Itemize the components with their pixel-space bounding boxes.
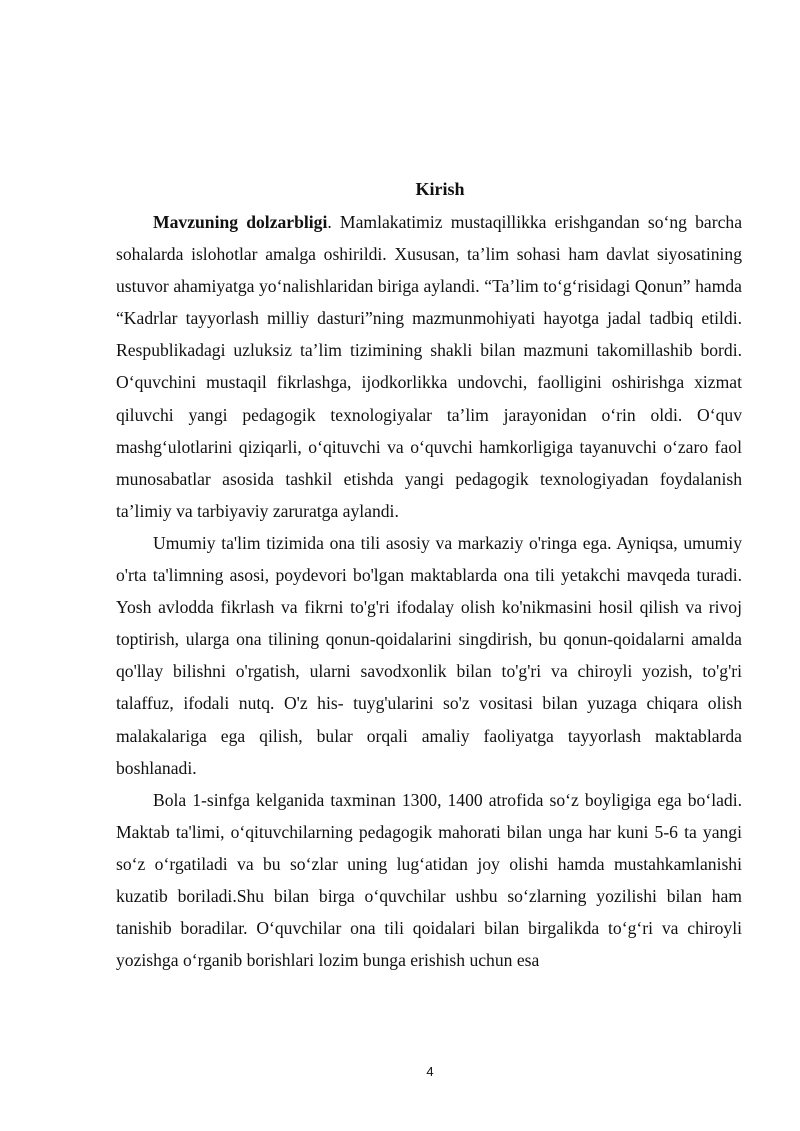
section-heading: Kirish — [415, 179, 465, 199]
paragraph-text: Umumiy ta'lim tizimida ona tili asosiy va markaziy o'ringa ega. Ayniqsa, umumiy o'rta ta'limning asosi, poydevori bo'lgan maktablarda ona tili yetakchi mavqeda turadi. Yosh avlodda fikrlash va fikrni to'g'ri ifodalay olish ko'nikmasini hosil qilish va rivoj toptirish, ularga ona tilining qonun-qoidalarini singdirish, bu qonun-qoidalarni amalda qo'llay bilishni o'rgatish, ularni savodxonlik bilan to'g'ri va chiroyli yozish, to'g'ri talaffuz, ifodali nutq. O'z his- tuyg'ularini so'z vositasi bilan yuzaga chiqara olish malakalariga ega qilish, bular orqali amaliy faoliyatga tayyorlash maktablarda boshlanadi. — [116, 532, 742, 778]
paragraph-relevance — [116, 206, 742, 527]
paragraph-text: Bola 1-sinfga kelganida taxminan 1300, 1400 atrofida so‘z boyligiga ega bo‘ladi. Maktab ta'limi, o‘qituvchilarning pedagogik mahorati bilan unga har kuni 5-6 ta yangi so‘z o‘rgatiladi va bu so‘zlar uning lug‘atidan joy olishi hamda mustahkamlanishi kuzatib boriladi.Shu bilan birga o‘quvchilar ushbu so‘zlarning yozilishi bilan ham tanishib boradilar. O‘quvchilar ona tili qoidalari bilan birgalikda to‘g‘ri va chiroyli yozishga o‘rganib borishlari lozim bunga erishish uchun esa — [116, 789, 742, 971]
paragraph-text: . Mamlakatimiz mustaqillikka erishgandan so‘ng barcha sohalarda islohotlar amalga oshirildi. Xususan, ta’lim sohasi ham davlat siyosatining ustuvor ahamiyatga yo‘nalishlaridan biriga aylandi. “Ta’lim to‘g‘risidagi Qonun” hamda “Kadrlar tayyorlash milliy dasturi”ning mazmunmohiyati hayotga jadal tadbiq etildi. Respublikadagi uzluksiz ta’lim tizimining shakli bilan mazmuni takomillashib bordi. O‘quvchini mustaqil fikrlashga, ijodkorlikka undovchi, faolligini oshirishga xizmat qiluvchi yangi pedagogik texnologiyalar ta’lim jarayonidan o‘rin oldi. O‘quv mashg‘ulotlarini qiziqarli, o‘qituvchi va o‘quvchi hamkorligiga tayanuvchi o‘zaro faol munosabatlar asosida tashkil etishda yangi pedagogik texnologiyadan foydalanish ta’limiy va tarbiyaviy zaruratga aylandi. — [116, 212, 743, 521]
paragraph-mother-tongue — [116, 527, 742, 784]
body-text — [116, 206, 742, 976]
paragraph-vocabulary — [116, 784, 742, 977]
paragraph-lead: Mavzuning dolzarbligi — [153, 212, 328, 232]
page-number: 4 — [426, 1064, 434, 1079]
